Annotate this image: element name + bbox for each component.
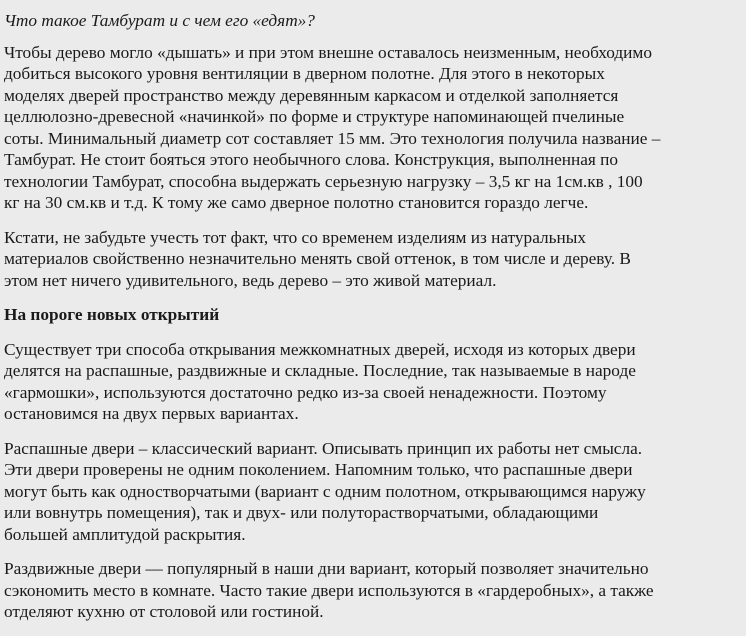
paragraph-line: Тамбурат. Не стоит бояться этого необычного слова. Конструкция, выполненная по xyxy=(4,150,619,169)
paragraph-line: добиться высокого уровня вентиляции в дверном полотне. Для этого в некоторых xyxy=(4,64,605,83)
section-heading-new-discoveries: На пороге новых открытий xyxy=(4,305,220,324)
paragraph-line: Распашные двери – классический вариант. Описывать принцип их работы нет смысла. xyxy=(4,438,643,458)
paragraph-line: целлюлозно-древесной «начинкой» по форме и структуре напоминающей пчелиные xyxy=(4,107,625,126)
article-body xyxy=(4,0,744,636)
paragraph-line: могут быть как одностворчатыми (вариант с одним полотном, открывающимся наружу xyxy=(4,481,646,501)
paragraph-tamburat xyxy=(4,42,744,214)
paragraph-line: или вовнутрь помещения), так и двух- или полуторастворчатыми, обладающими xyxy=(4,503,599,522)
paragraph-line: этом нет ничего удивительного, ведь дерево – это живой материал. xyxy=(4,270,497,290)
paragraph-line: «гармошки», используются достаточно редко из-за своей ненадежности. Поэтому xyxy=(4,382,607,402)
paragraph-line: делятся на распашные, раздвижные и складные. Последние, так называемые в народе xyxy=(4,361,636,380)
paragraph-sliding-doors xyxy=(4,558,744,623)
paragraph-line: соты. Минимальный диаметр сот составляет 15 мм. Это технология получила название – xyxy=(4,128,661,148)
paragraph-line: Раздвижные двери — популярный в наши дни вариант, который позволяет значительно xyxy=(4,559,649,578)
paragraph-line: Эти двери проверены не одним поколением. Напомним только, что распашные двери xyxy=(4,460,633,479)
paragraph-line: кг на 30 см.кв и т.д. К тому же само дверное полотно становится гораздо легче. xyxy=(4,193,589,212)
paragraph-line: отделяют кухню от столовой или гостиной. xyxy=(4,602,324,621)
paragraph-line: Существует три способа открывания межкомнатных дверей, исходя из которых двери xyxy=(4,339,636,359)
paragraph-line: моделях дверей пространство между деревянным каркасом и отделкой заполняется xyxy=(4,85,619,105)
paragraph-line: Кстати, не забудьте учесть тот факт, что со временем изделиям из натуральных xyxy=(4,227,587,247)
paragraph-line: технологии Тамбурат, способна выдержать серьезную нагрузку – 3,5 кг на 1см.кв , 100 xyxy=(4,171,643,191)
paragraph-line: остановимся на двух первых вариантах. xyxy=(4,404,299,423)
paragraph-opening-types xyxy=(4,339,744,425)
paragraph-line: материалов свойственно незначительно менять свой оттенок, в том числе и дереву. В xyxy=(4,249,631,268)
paragraph-line: Чтобы дерево могло «дышать» и при этом внешне оставалось неизменным, необходимо xyxy=(4,42,652,62)
paragraph-line: сэкономить место в комнате. Часто такие двери используются в «гардеробных», а также xyxy=(4,580,654,600)
paragraph-color-change xyxy=(4,227,744,292)
paragraph-line: большей амплитудой раскрытия. xyxy=(4,524,246,544)
paragraph-swing-doors xyxy=(4,438,744,546)
section-heading-tamburat: Что такое Тамбурат и с чем его «едят»? xyxy=(4,11,315,30)
